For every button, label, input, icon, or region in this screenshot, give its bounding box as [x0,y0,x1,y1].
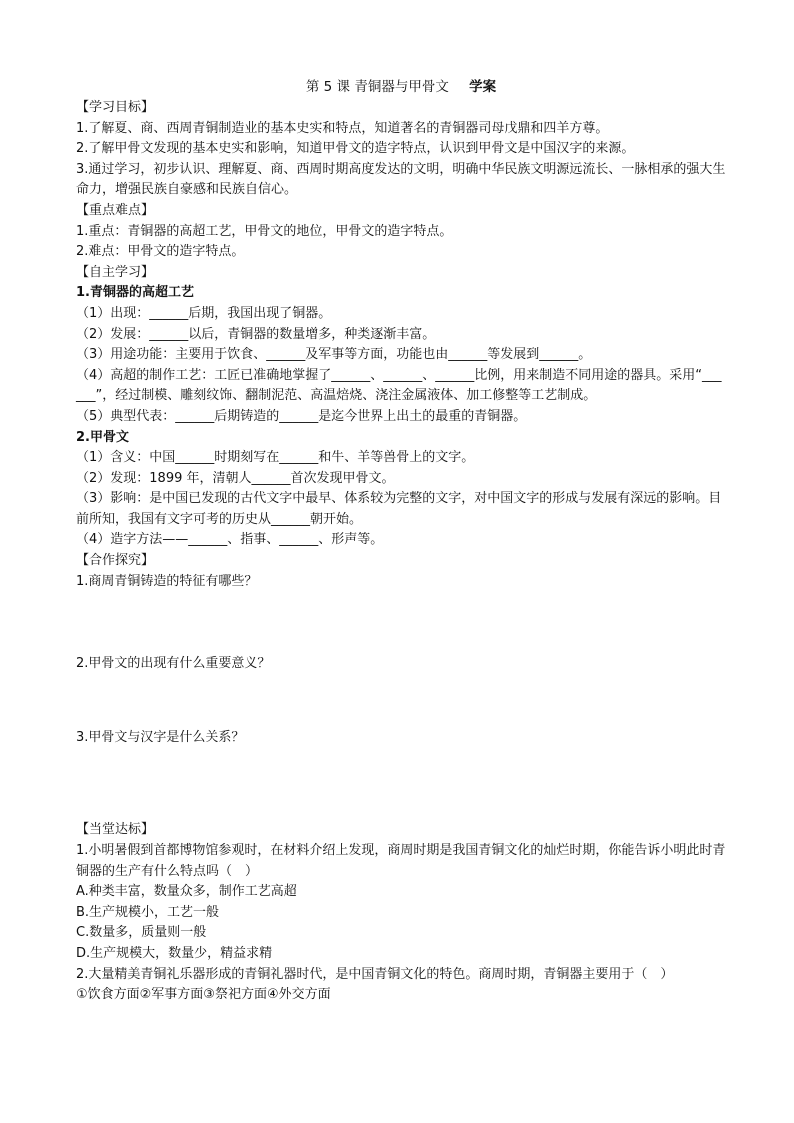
quiz-option: A.种类丰富，数量众多，制作工艺高超 [76,884,297,900]
fill-blank-item: （2）发现：1899 年，清朝人______首次发现甲骨文。 [76,470,395,486]
section-practice [76,820,726,1005]
list-item: 3.通过学习，初步认识、理解夏、商、西周时期高度发达的文明，明确中华民族文明源远流长、一脉相承的强大生命力，增强民族自豪感和民族自信心。 [76,161,726,198]
list-item: 1.重点：青铜器的高超工艺，甲骨文的地位，甲骨文的造字特点。 [76,223,453,239]
fill-blank-item: （1）含义：中国______时期刻写在______和牛、羊等兽骨上的文字。 [76,450,475,466]
section-header: 【当堂达标】 [76,822,155,838]
fill-blank-item: （5）典型代表：______后期铸造的______是迄今世界上出土的最重的青铜器。 [76,408,527,424]
quiz-option: ①饮食方面②军事方面③祭祀方面④外交方面 [76,987,331,1003]
quiz-question: 1.小明暑假到首都博物馆参观时，在材料介绍上发现，商周时期是我国青铜文化的灿烂时期，你能告诉小明此时青铜器的生产有什么特点吗（ ） [76,843,726,879]
section-learning-goals [76,98,726,201]
quiz-option: B.生产规模小，工艺一般 [76,904,220,920]
section-self-study [76,263,726,551]
answer-space [76,592,726,654]
quiz-question: 2.大量精美青铜礼乐器形成的青铜礼器时代，是中国青铜文化的特色。商周时期，青铜器主要用于（ ） [76,966,674,982]
quiz-option: D.生产规模大，数量少，精益求精 [76,946,273,961]
fill-blank-item: （1）出现：______后期，我国出现了铜器。 [76,305,332,321]
quiz-option: C.数量多，质量则一般 [76,925,207,941]
question-item: 1.商周青铜铸造的特征有哪些？ [76,573,258,589]
section-header: 【自主学习】 [76,264,155,280]
list-item: 2.了解甲骨文发现的基本史实和影响，知道甲骨文的造字特点，认识到甲骨文是中国汉字的来源。 [76,141,635,157]
section-header: 【合作探究】 [76,553,155,569]
fill-blank-item: （3）用途功能：主要用于饮食、______及军事等方面，功能也由______等发展到______。 [76,347,592,363]
page-title: 第 5 课 青铜器与甲骨文 [305,79,449,95]
answer-space [76,748,726,820]
section-header: 【重点难点】 [76,202,155,218]
fill-blank-item: （2）发展：______以后，青铜器的数量增多，种类逐渐丰富。 [76,326,436,342]
answer-space [76,675,726,728]
page-subtitle: 学案 [469,79,497,95]
fill-blank-item: （4）造字方法——______、指事、______、形声等。 [76,532,384,548]
document-page [76,78,726,1006]
subsection-title: 1.青铜器的高超工艺 [76,285,194,301]
section-key-points [76,201,726,263]
question-item: 2.甲骨文的出现有什么重要意义？ [76,656,271,672]
subsection-title: 2.甲骨文 [76,429,129,445]
fill-blank-item: （3）影响：是中国已发现的古代文字中最早、体系较为完整的文字，对中国文字的形成与发展有深远的影响。目前所知，我国有文字可考的历史从______朝开始。 [76,491,722,527]
fill-blank-item: （4）高超的制作工艺：工匠已准确地掌握了______、______、______比例，用来制造不同用途的器具。采用“______”，经过制模、雕刻纹饰、翻制泥范、高温焙烧、浇注金属液体、加工修整等工艺制成。 [76,367,722,404]
section-cooperation [76,551,726,820]
document-title-row [76,78,726,97]
list-item: 2.难点：甲骨文的造字特点。 [76,244,245,260]
section-header: 【学习目标】 [76,100,155,115]
question-item: 3.甲骨文与汉字是什么关系？ [76,729,245,745]
list-item: 1.了解夏、商、西周青铜制造业的基本史实和特点，知道著名的青铜器司母戊鼎和四羊方尊。 [76,120,609,136]
